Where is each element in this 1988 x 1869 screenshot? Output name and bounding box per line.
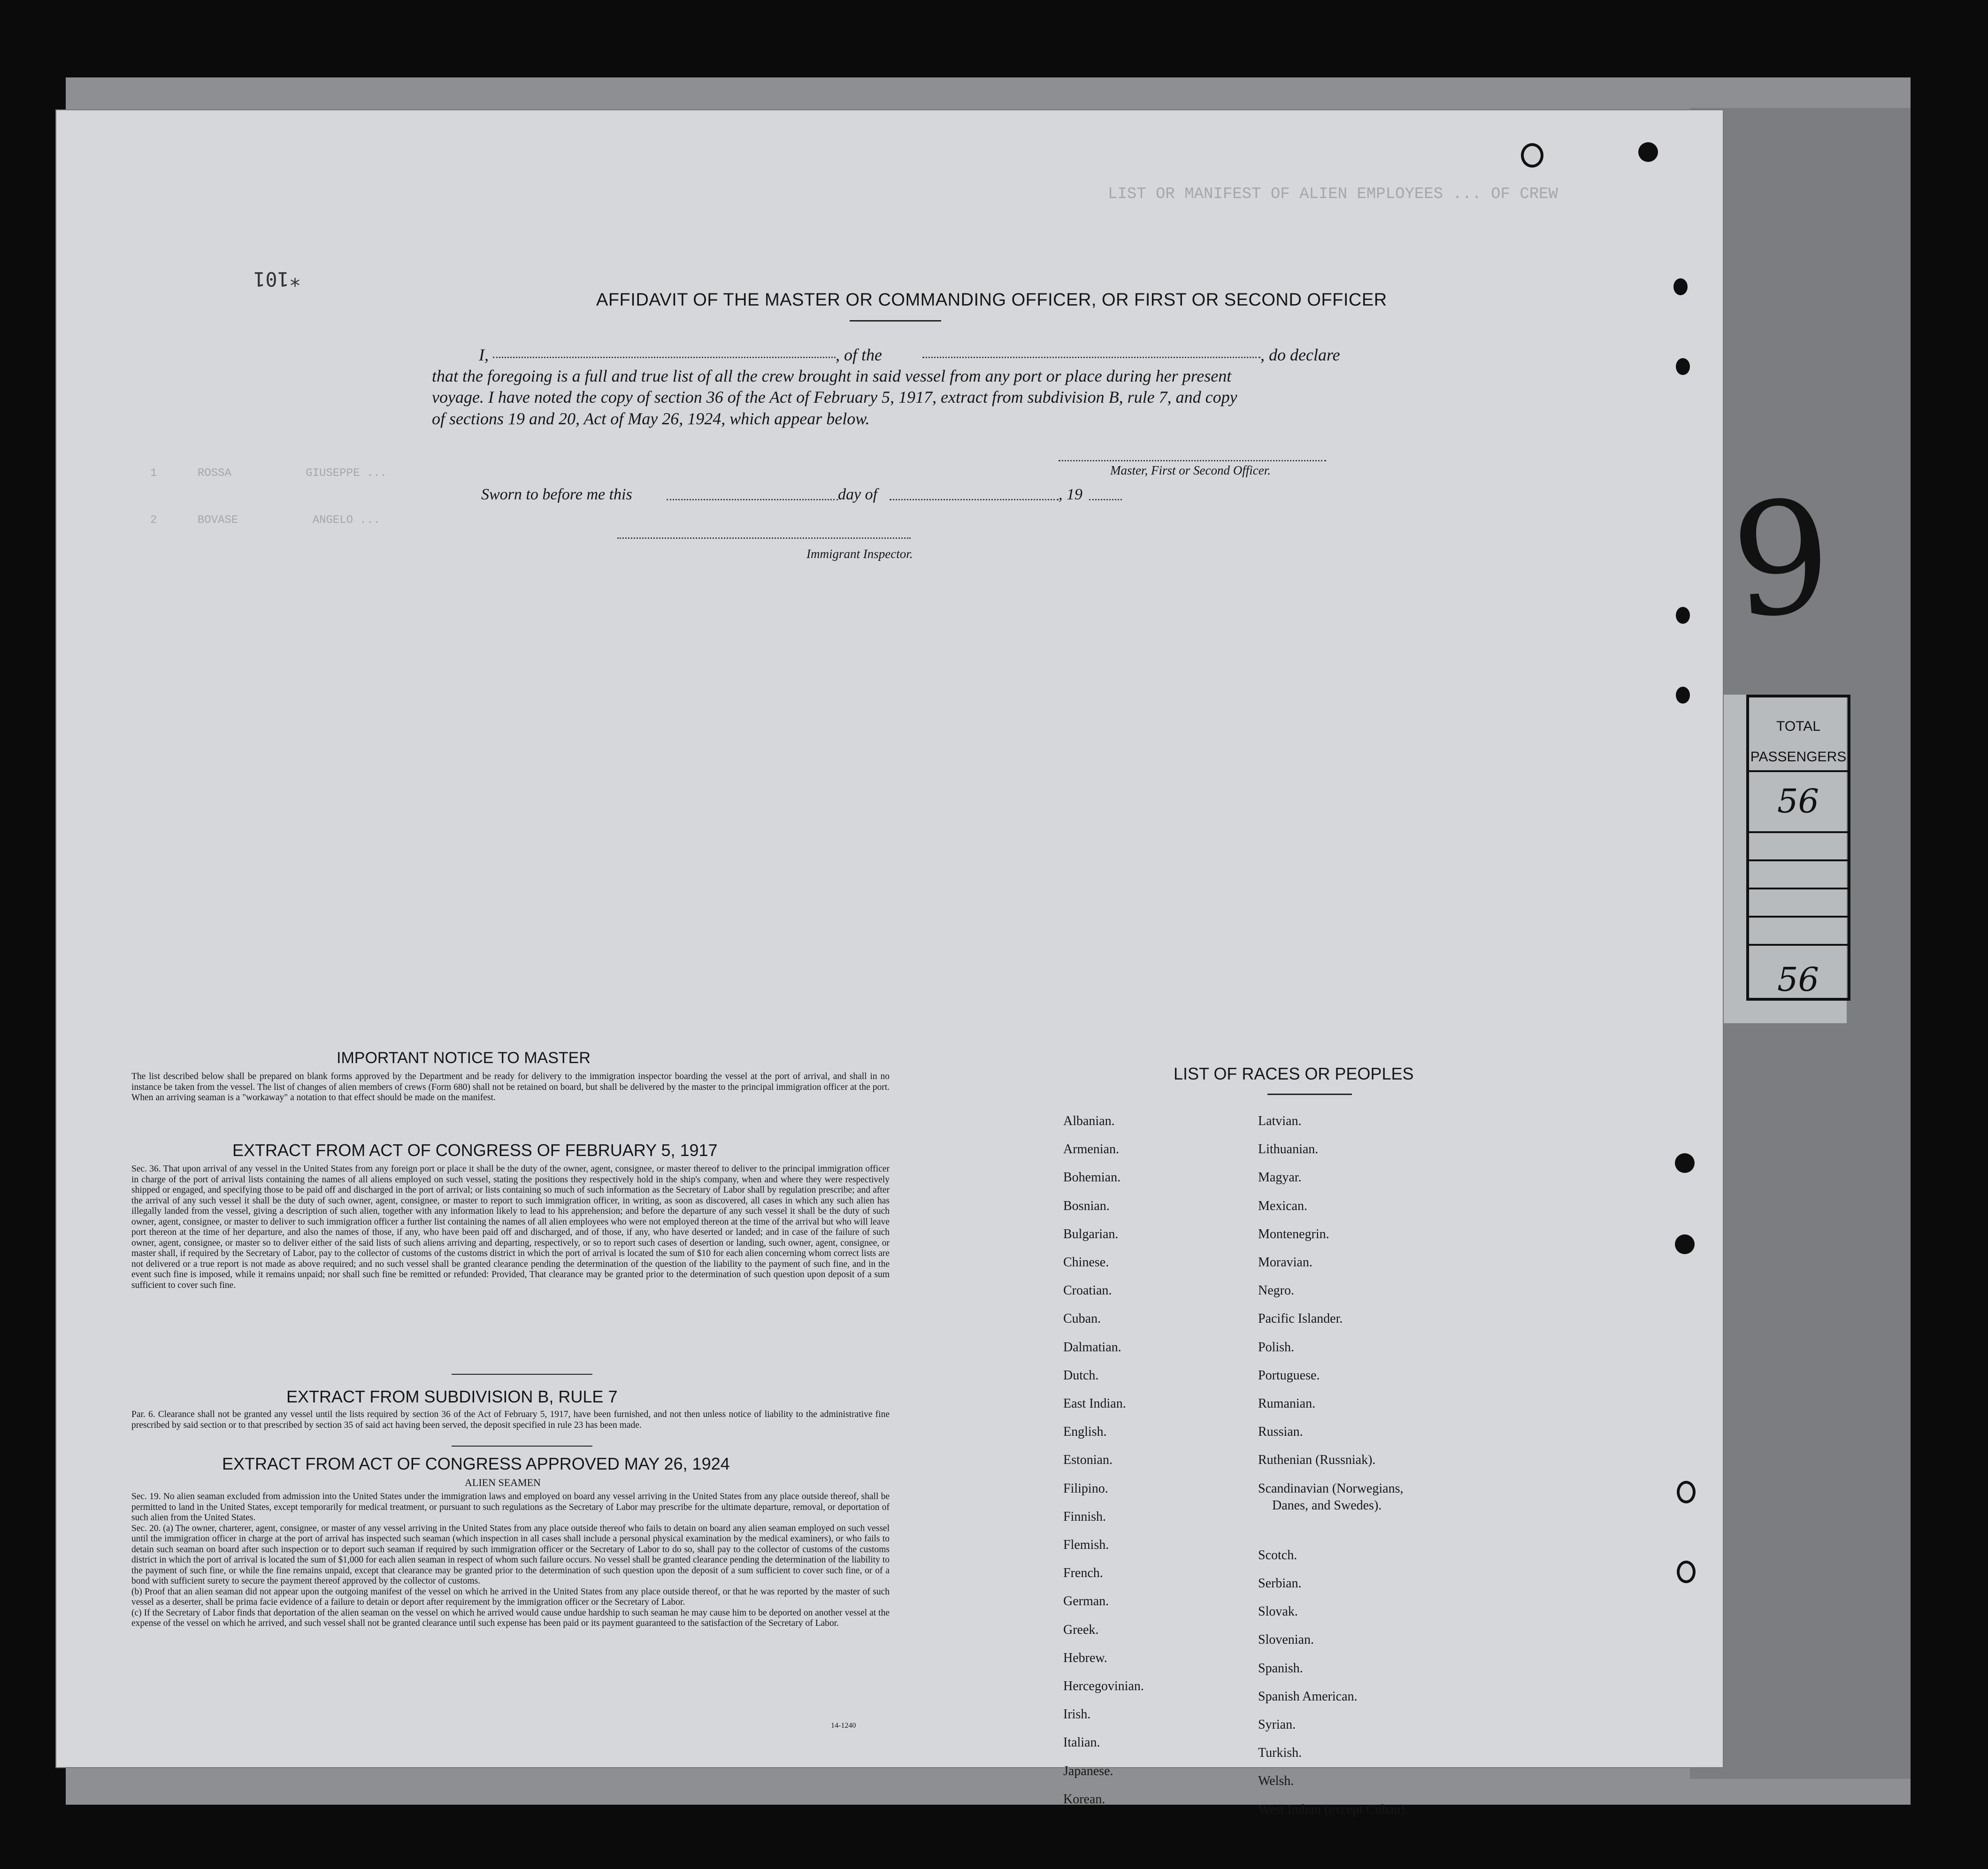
sworn-month-field[interactable] — [890, 499, 1059, 500]
do-declare-label: , do declare — [1260, 345, 1340, 364]
extract-1924-title: EXTRACT FROM ACT OF CONGRESS APPROVED MAY 26, 1924 — [222, 1454, 730, 1473]
form-number: 14-1240 — [831, 1722, 856, 1730]
race-item: Ruthenian (Russniak). — [1258, 1453, 1376, 1468]
inspector-caption: Immigrant Inspector. — [806, 547, 913, 561]
box-rule — [1749, 916, 1848, 918]
punch-hole — [1677, 1561, 1696, 1583]
box-rule — [1749, 859, 1848, 861]
race-item: Bohemian. — [1063, 1170, 1121, 1185]
stamp-mark: *101 — [253, 268, 301, 291]
notice-title: IMPORTANT NOTICE TO MASTER — [337, 1049, 591, 1067]
sworn-year-field[interactable] — [1089, 499, 1122, 500]
race-item: Mexican. — [1258, 1198, 1307, 1213]
sworn-label: Sworn to before me this — [481, 486, 632, 503]
punch-hole — [1673, 278, 1688, 295]
box-rule — [1749, 888, 1848, 889]
box-rule — [1749, 770, 1848, 772]
race-item: German. — [1063, 1594, 1109, 1609]
race-item: Negro. — [1258, 1283, 1294, 1298]
race-item: Latvian. — [1258, 1114, 1302, 1128]
race-item: Lithuanian. — [1258, 1142, 1319, 1157]
race-item: Portuguese. — [1258, 1368, 1320, 1383]
race-item: Italian. — [1063, 1735, 1100, 1750]
race-item: Greek. — [1063, 1622, 1099, 1637]
race-item: Moravian. — [1258, 1255, 1313, 1270]
inspector-signature-field[interactable] — [617, 537, 911, 539]
race-item: Scotch. — [1258, 1547, 1297, 1563]
race-item: Magyar. — [1258, 1170, 1302, 1185]
race-item: French. — [1063, 1566, 1103, 1581]
extract-1917-title: EXTRACT FROM ACT OF CONGRESS OF FEBRUARY 5, 1917 — [232, 1141, 718, 1160]
race-item: Flemish. — [1063, 1538, 1109, 1552]
race-item: Hercegovinian. — [1063, 1679, 1144, 1693]
race-item: Korean. — [1063, 1792, 1105, 1807]
race-item: Rumanian. — [1258, 1396, 1316, 1411]
race-item: Welsh. — [1258, 1774, 1294, 1789]
race-item: Slovak. — [1258, 1604, 1298, 1619]
day-of-label: day of — [838, 486, 878, 503]
race-item: Finnish. — [1063, 1509, 1106, 1524]
declarant-prefix: I, — [479, 345, 489, 364]
race-item: Irish. — [1063, 1707, 1091, 1722]
race-item: English. — [1063, 1425, 1107, 1440]
race-item: Montenegrin. — [1258, 1226, 1329, 1241]
race-item: Spanish American. — [1258, 1689, 1358, 1704]
races-title-rule — [1267, 1094, 1352, 1095]
punch-hole — [1521, 143, 1543, 168]
rule7-title: EXTRACT FROM SUBDIVISION B, RULE 7 — [286, 1387, 618, 1406]
race-item: Albanian. — [1063, 1114, 1115, 1128]
bleed-through-text: 1 ROSSA GIUSEPPE ... — [150, 467, 387, 480]
race-item: Dutch. — [1063, 1368, 1099, 1383]
race-item: Filipino. — [1063, 1481, 1108, 1496]
race-item: Dalmatian. — [1063, 1340, 1121, 1355]
race-item: Turkish. — [1258, 1746, 1302, 1761]
box-rule — [1749, 944, 1848, 946]
section-rule — [452, 1374, 592, 1375]
passengers-header: PASSENGERS — [1750, 749, 1847, 765]
race-item: Hebrew. — [1063, 1650, 1107, 1665]
punch-hole — [1677, 1481, 1696, 1503]
rule7-body — [117, 1409, 890, 1431]
master-caption: Master, First or Second Officer. — [1110, 463, 1271, 477]
affidavit-title: AFFIDAVIT OF THE MASTER OR COMMANDING OFFICER, OR FIRST OR SECOND OFFICER — [596, 290, 1387, 310]
box-rule — [1749, 831, 1848, 833]
affidavit-line-3: voyage. I have noted the copy of section 36 of the Act of February 5, 1917, extract from subdivision B, rule 7, and copy — [432, 388, 1237, 406]
total-passengers-box — [1746, 695, 1850, 1001]
race-item: Spanish. — [1258, 1661, 1303, 1676]
sec20a-text: Sec. 20. (a) The owner, charterer, agent, consignee, or master of any vessel arriving in the United States from any place outside thereof who fails to detain on board any alien seaman employed on such vessel until the immigration officer in charge at the port of arrival has inspected such seaman (which inspection in all cases shall include a personal physical examination by the medical examiners), or who fails to detain such seaman on board after such inspection or to deport such seaman if required by such immigration officer or the Secretary of Labor to do so, shall pay to the collector of customs of the customs district in which the port of arrival is located the sum of $1,000 for each alien seaman in respect of whom such failure occurs. No vessel shall be granted clearance pending the determination of the liability to the payment of such fine, or while the fine remains unpaid, except that clearance may be granted prior to the determination of such question upon the deposit of a sum sufficient to cover such fine, or of a bond with sufficient surety to secure the payment thereof approved by the collector of customs. — [131, 1523, 890, 1586]
punch-hole — [1676, 358, 1690, 375]
race-item: Japanese. — [1063, 1763, 1113, 1778]
punch-hole — [1675, 1153, 1695, 1173]
race-item: Armenian. — [1063, 1142, 1119, 1157]
sec19-text: Sec. 19. No alien seaman excluded from admission into the United States under the immigration laws and employed on board any vessel arriving in the United States from any place outside thereof, shall be permitted to land in the United States, except temporarily for medical treatment, or pursuant to such regulations as the Secretary of Labor may prescribe for the ultimate departure, removal, or deportation of such alien from the United States. — [131, 1492, 890, 1523]
race-item: Serbian. — [1258, 1576, 1302, 1591]
sec20c-text: (c) If the Secretary of Labor finds that deportation of the alien seaman on the vessel on which he arrived would cause undue hardship to such seaman he may cause him to be deported on another vessel at the expense of the vessel on which he arrived, and such vessel shall not be granted clearance until such expense has been paid or its payment guaranteed to the satisfaction of the Secretary of Labor. — [131, 1608, 890, 1628]
race-item: Chinese. — [1063, 1255, 1109, 1270]
race-item: Danes, and Swedes). — [1272, 1498, 1382, 1513]
punch-hole — [1638, 142, 1658, 162]
rule7-text: Par. 6. Clearance shall not be granted any vessel until the lists required by section 36 of the Act of February 5, 1917, have been furnished, and not then unless notice of liability to the administrative fine prescribed by said section or to that prescribed by section 35 of said act having been served, the deposit specified in rule 23 has been made. — [131, 1409, 890, 1430]
race-item: Cuban. — [1063, 1311, 1101, 1326]
affidavit-line-4: of sections 19 and 20, Act of May 26, 1924, which appear below. — [432, 409, 870, 428]
sec36-text: Sec. 36. That upon arrival of any vessel in the United States from any foreign port or place it shall be the duty of the owner, agent, consignee, or master thereof to deliver to the principal immigration officer in charge of the port of arrival lists containing the names of all aliens employed on such vessel, stating the positions they respectively hold in the ship's company, when and where they were respectively shipped or engaged, and specifying those to be paid off and discharged in the port of arrival; or lists containing so much of such information as the Secretary of Labor shall by regulation prescribe; and after the arrival of any such vessel it shall be the duty of such owner, agent, consignee, or master to report to such immigration officer, in writing, as soon as discovered, all cases in which any such alien has illegally landed from the vessel, giving a description of such alien, together with any information likely to lead to his apprehension; and before the departure of any such vessel it shall be the duty of such owner, agent, consignee, or master to deliver to such immigration officer a further list containing the names of all alien employees who were not employed thereon at the time of the arrival but who will leave port thereon at the time of her departure, and also the names of those, if any, who have been paid off and discharged, and of those, if any, who have deserted or landed; and in case of the failure of such owner, agent, consignee, or master so to deliver either of the said lists of such aliens arriving and departing, respectively, or so to report such cases of desertion or landing, such owner, agent, consignee, or master shall, if required by the Secretary of Labor, pay to the collector of customs of the customs district in which the port of arrival is located the sum of $10 for each alien concerning whom correct lists are not delivered or a true report is not made as above required; and no such vessel shall be granted clearance pending the determination of the question of the liability to the payment of such fine, and in the event such fine is imposed, while it remains unpaid; nor shall such fine be remitted or refunded: Provided, That clearance may be granted prior to the determination of such question upon deposit of a sum sufficient to cover such fine. — [131, 1164, 890, 1290]
section-rule — [452, 1446, 592, 1447]
race-item: Bosnian. — [1063, 1198, 1110, 1213]
year-label: , 19 — [1059, 486, 1082, 503]
affidavit-sheet — [56, 110, 1723, 1817]
race-item: Slovenian. — [1258, 1632, 1314, 1647]
of-the-label: , of the — [836, 345, 882, 364]
race-item: Estonian. — [1063, 1453, 1113, 1468]
race-item: Polish. — [1258, 1340, 1295, 1355]
alien-seamen-subtitle: ALIEN SEAMEN — [465, 1477, 541, 1488]
race-item: Croatian. — [1063, 1283, 1112, 1298]
race-item: Russian. — [1258, 1425, 1303, 1440]
extract-1924-body — [117, 1492, 890, 1629]
master-signature-field[interactable] — [1059, 460, 1326, 461]
title-rule — [850, 320, 941, 322]
affidavit-line-2: that the foregoing is a full and true list of all the crew brought in said vessel from any port or place during her present — [432, 367, 1232, 385]
sec20b-text: (b) Proof that an alien seaman did not appear upon the outgoing manifest of the vessel on which he arrived in the United States from any place outside thereof, or that he was reported by the master of such vessel as a deserter, shall be prima facie evidence of a failure to detain or deport after requirement by the immigration officer or the Secretary of Labor. — [131, 1586, 890, 1607]
total-bottom-value: 56 — [1777, 960, 1819, 999]
race-item: Bulgarian. — [1063, 1226, 1119, 1241]
punch-hole — [1676, 687, 1690, 704]
race-item: West Indian (except Cuban). — [1258, 1802, 1408, 1817]
race-item: Scandinavian (Norwegians, — [1258, 1481, 1404, 1496]
total-header: TOTAL — [1776, 719, 1820, 734]
sworn-day-field[interactable] — [667, 499, 838, 500]
race-item: Syrian. — [1258, 1717, 1296, 1732]
vessel-name-field[interactable] — [922, 357, 1260, 358]
declarant-name-field[interactable] — [493, 357, 836, 358]
bleed-through-text: 2 BOVASE ANGELO ... — [150, 514, 380, 527]
punch-hole — [1675, 1234, 1695, 1254]
notice-body — [117, 1072, 890, 1103]
races-title: LIST OF RACES OR PEOPLES — [1174, 1064, 1414, 1083]
punch-hole — [1676, 607, 1690, 624]
extract-1917-body — [117, 1164, 890, 1291]
notice-text: The list described below shall be prepared on blank forms approved by the Department and be ready for delivery to the immigration inspector boarding the vessel at the port of arrival, and shall in no instance be taken from the vessel. The list of changes of alien members of crews (Form 680) shall not be retained on board, but shall be delivered by the master to the principal immigration officer at the port. When an arriving seaman is a "workaway" a notation to that effect should be made on the manifest. — [131, 1072, 890, 1103]
handwritten-number: 9 — [1726, 466, 1837, 653]
total-top-value: 56 — [1777, 782, 1819, 820]
bleed-through-text: LIST OR MANIFEST OF ALIEN EMPLOYEES ... OF CREW — [1108, 185, 1558, 203]
race-item: Pacific Islander. — [1258, 1311, 1343, 1326]
race-item: East Indian. — [1063, 1396, 1126, 1411]
